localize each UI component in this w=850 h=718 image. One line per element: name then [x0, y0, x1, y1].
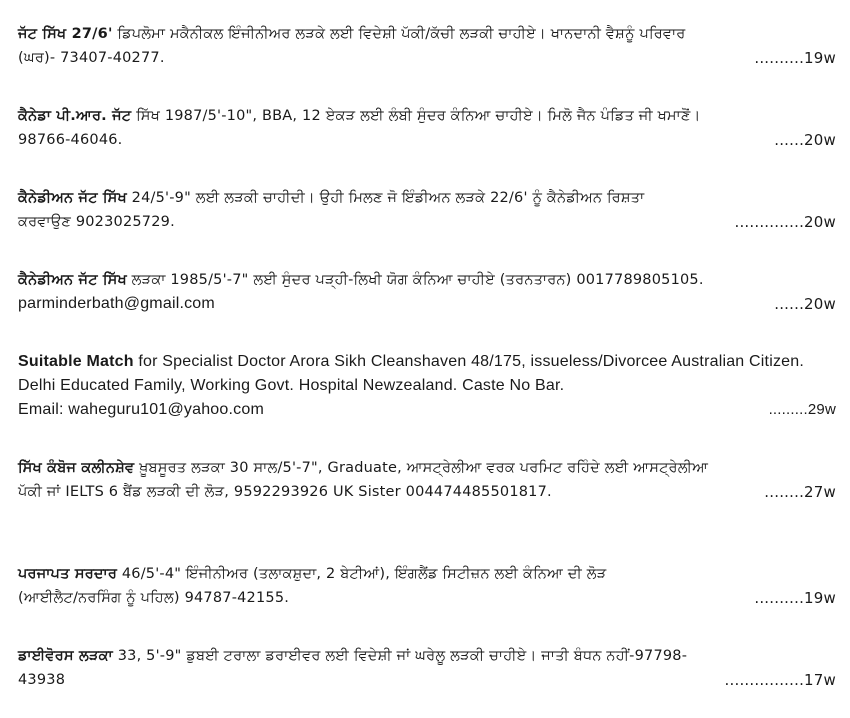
ad-contact: 98766-46046.: [18, 132, 123, 148]
ad-5: [18, 350, 836, 422]
ad-code: ..........19w: [750, 46, 836, 70]
ad-heading: ਪਰਜਾਪਤ ਸਰਦਾਰ: [18, 566, 118, 582]
ad-1: [18, 22, 836, 70]
ad-contact: (ਆਈਲੈਟ/ਨਰਸਿੰਗ ਨੂੰ ਪਹਿਲ) 94787-42155.: [18, 590, 290, 606]
ad-contact: parminderbath@gmail.com: [18, 295, 215, 312]
ad-text: ਲੜਕਾ 1985/5'-7" ਲਈ ਸੁੰਦਰ ਪੜ੍ਹੀ-ਲਿਖੀ ਯੋਗ ਕੰਨਿਆ ਚਾਹੀਏ (ਤਰਨਤਾਰਨ) 0017789805105.: [126, 272, 704, 288]
ad-6: [18, 456, 836, 504]
ad-text: ਡਿਪਲੋਮਾ ਮਕੈਨੀਕਲ ਇੰਜੀਨੀਅਰ ਲੜਕੇ ਲਈ ਵਿਦੇਸ਼ੀ ਪੱਕੀ/ਕੱਚੀ ਲੜਕੀ ਚਾਹੀਏ। ਖਾਨਦਾਨੀ ਵੈਸ਼ਨੂੰ ਪਰਿਵਾਰ: [112, 26, 686, 42]
ad-text: ਖ਼ੂਬਸੂਰਤ ਲੜਕਾ 30 ਸਾਲ/5'-7", Graduate, ਆਸਟ੍ਰੇਲੀਆ ਵਰਕ ਪਰਮਿਟ ਰਹਿੰਦੇ ਲਈ ਆਸਟ੍ਰੇਲੀਆ: [134, 460, 709, 476]
ad-7: [18, 562, 836, 610]
ad-heading: ਜੱਟ ਸਿੱਖ 27/6': [18, 26, 113, 42]
ad-heading: ਡਾਈਵੋਰਸ ਲੜਕਾ: [18, 648, 113, 664]
ad-code: ........27w: [760, 480, 836, 504]
ad-text: 46/5'-4" ਇੰਜੀਨੀਅਰ (ਤਲਾਕਸ਼ੁਦਾ, 2 ਬੇਟੀਆਂ), ਇੰਗਲੈਂਡ ਸਿਟੀਜ਼ਨ ਲਈ ਕੰਨਿਆ ਦੀ ਲੋੜ: [117, 566, 607, 582]
ad-contact: ਪੱਕੀ ਜਾਂ IELTS 6 ਬੈਂਡ ਲੜਕੀ ਦੀ ਲੋੜ, 9592293926 UK Sister 004474485501817.: [18, 484, 552, 500]
ad-4: [18, 268, 836, 316]
ad-3: [18, 186, 836, 234]
ad-text: for Specialist Doctor Arora Sikh Cleanshaven 48/175, issueless/Divorcee Australian Citizen. Delhi Educated Family, Working Govt. Hospital Newzealand. Caste No Bar.: [18, 353, 804, 394]
ad-heading: ਸਿੱਖ ਕੰਬੋਜ ਕਲੀਨਸ਼ੇਵ: [18, 460, 135, 476]
ad-code: ..........19w: [750, 586, 836, 610]
ad-heading: Suitable Match: [18, 353, 134, 370]
ad-contact: Email: waheguru101@yahoo.com: [18, 401, 264, 418]
ad-code: ......20w: [770, 292, 836, 316]
ad-2: [18, 104, 836, 152]
ad-text: 33, 5'-9" ਡੁਬਈ ਟਰਾਲਾ ਡਰਾਈਵਰ ਲਈ ਵਿਦੇਸ਼ੀ ਜਾਂ ਘਰੇਲੂ ਲੜਕੀ ਚਾਹੀਏ। ਜਾਤੀ ਬੰਧਨ ਨਹੀਂ-97798-: [112, 648, 688, 664]
ad-8: [18, 644, 836, 692]
ad-heading: ਕੈਨੇਡਾ ਪੀ.ਆਰ. ਜੱਟ: [18, 108, 132, 124]
ad-heading: ਕੈਨੇਡੀਅਨ ਜੱਟ ਸਿੱਖ: [18, 190, 127, 206]
ad-contact: (ਘਰ)- 73407-40277.: [18, 50, 165, 66]
ad-code: ..............20w: [730, 210, 836, 234]
ad-code: ................17w: [721, 668, 836, 692]
ad-code: ......20w: [770, 128, 836, 152]
ad-contact: 43938: [18, 672, 66, 688]
ad-text: ਸਿੱਖ 1987/5'-10", BBA, 12 ਏਕੜ ਲਈ ਲੰਬੀ ਸੁੰਦਰ ਕੰਨਿਆ ਚਾਹੀਏ। ਮਿਲੋ ਜੈਨ ਪੰਡਿਤ ਜੀ ਖਮਾਣੋਂ।: [131, 108, 701, 124]
ad-code: .........29w: [765, 398, 836, 422]
classified-ads-column: [18, 22, 836, 692]
ad-text: 24/5'-9" ਲਈ ਲੜਕੀ ਚਾਹੀਦੀ। ਉਹੀ ਮਿਲਣ ਜੋ ਇੰਡੀਅਨ ਲੜਕੇ 22/6' ਨੂੰ ਕੈਨੇਡੀਅਨ ਰਿਸ਼ਤਾ: [126, 190, 645, 206]
ad-heading: ਕੈਨੇਡੀਅਨ ਜੱਟ ਸਿੱਖ: [18, 272, 127, 288]
ad-contact: ਕਰਵਾਉਣ 9023025729.: [18, 214, 175, 230]
